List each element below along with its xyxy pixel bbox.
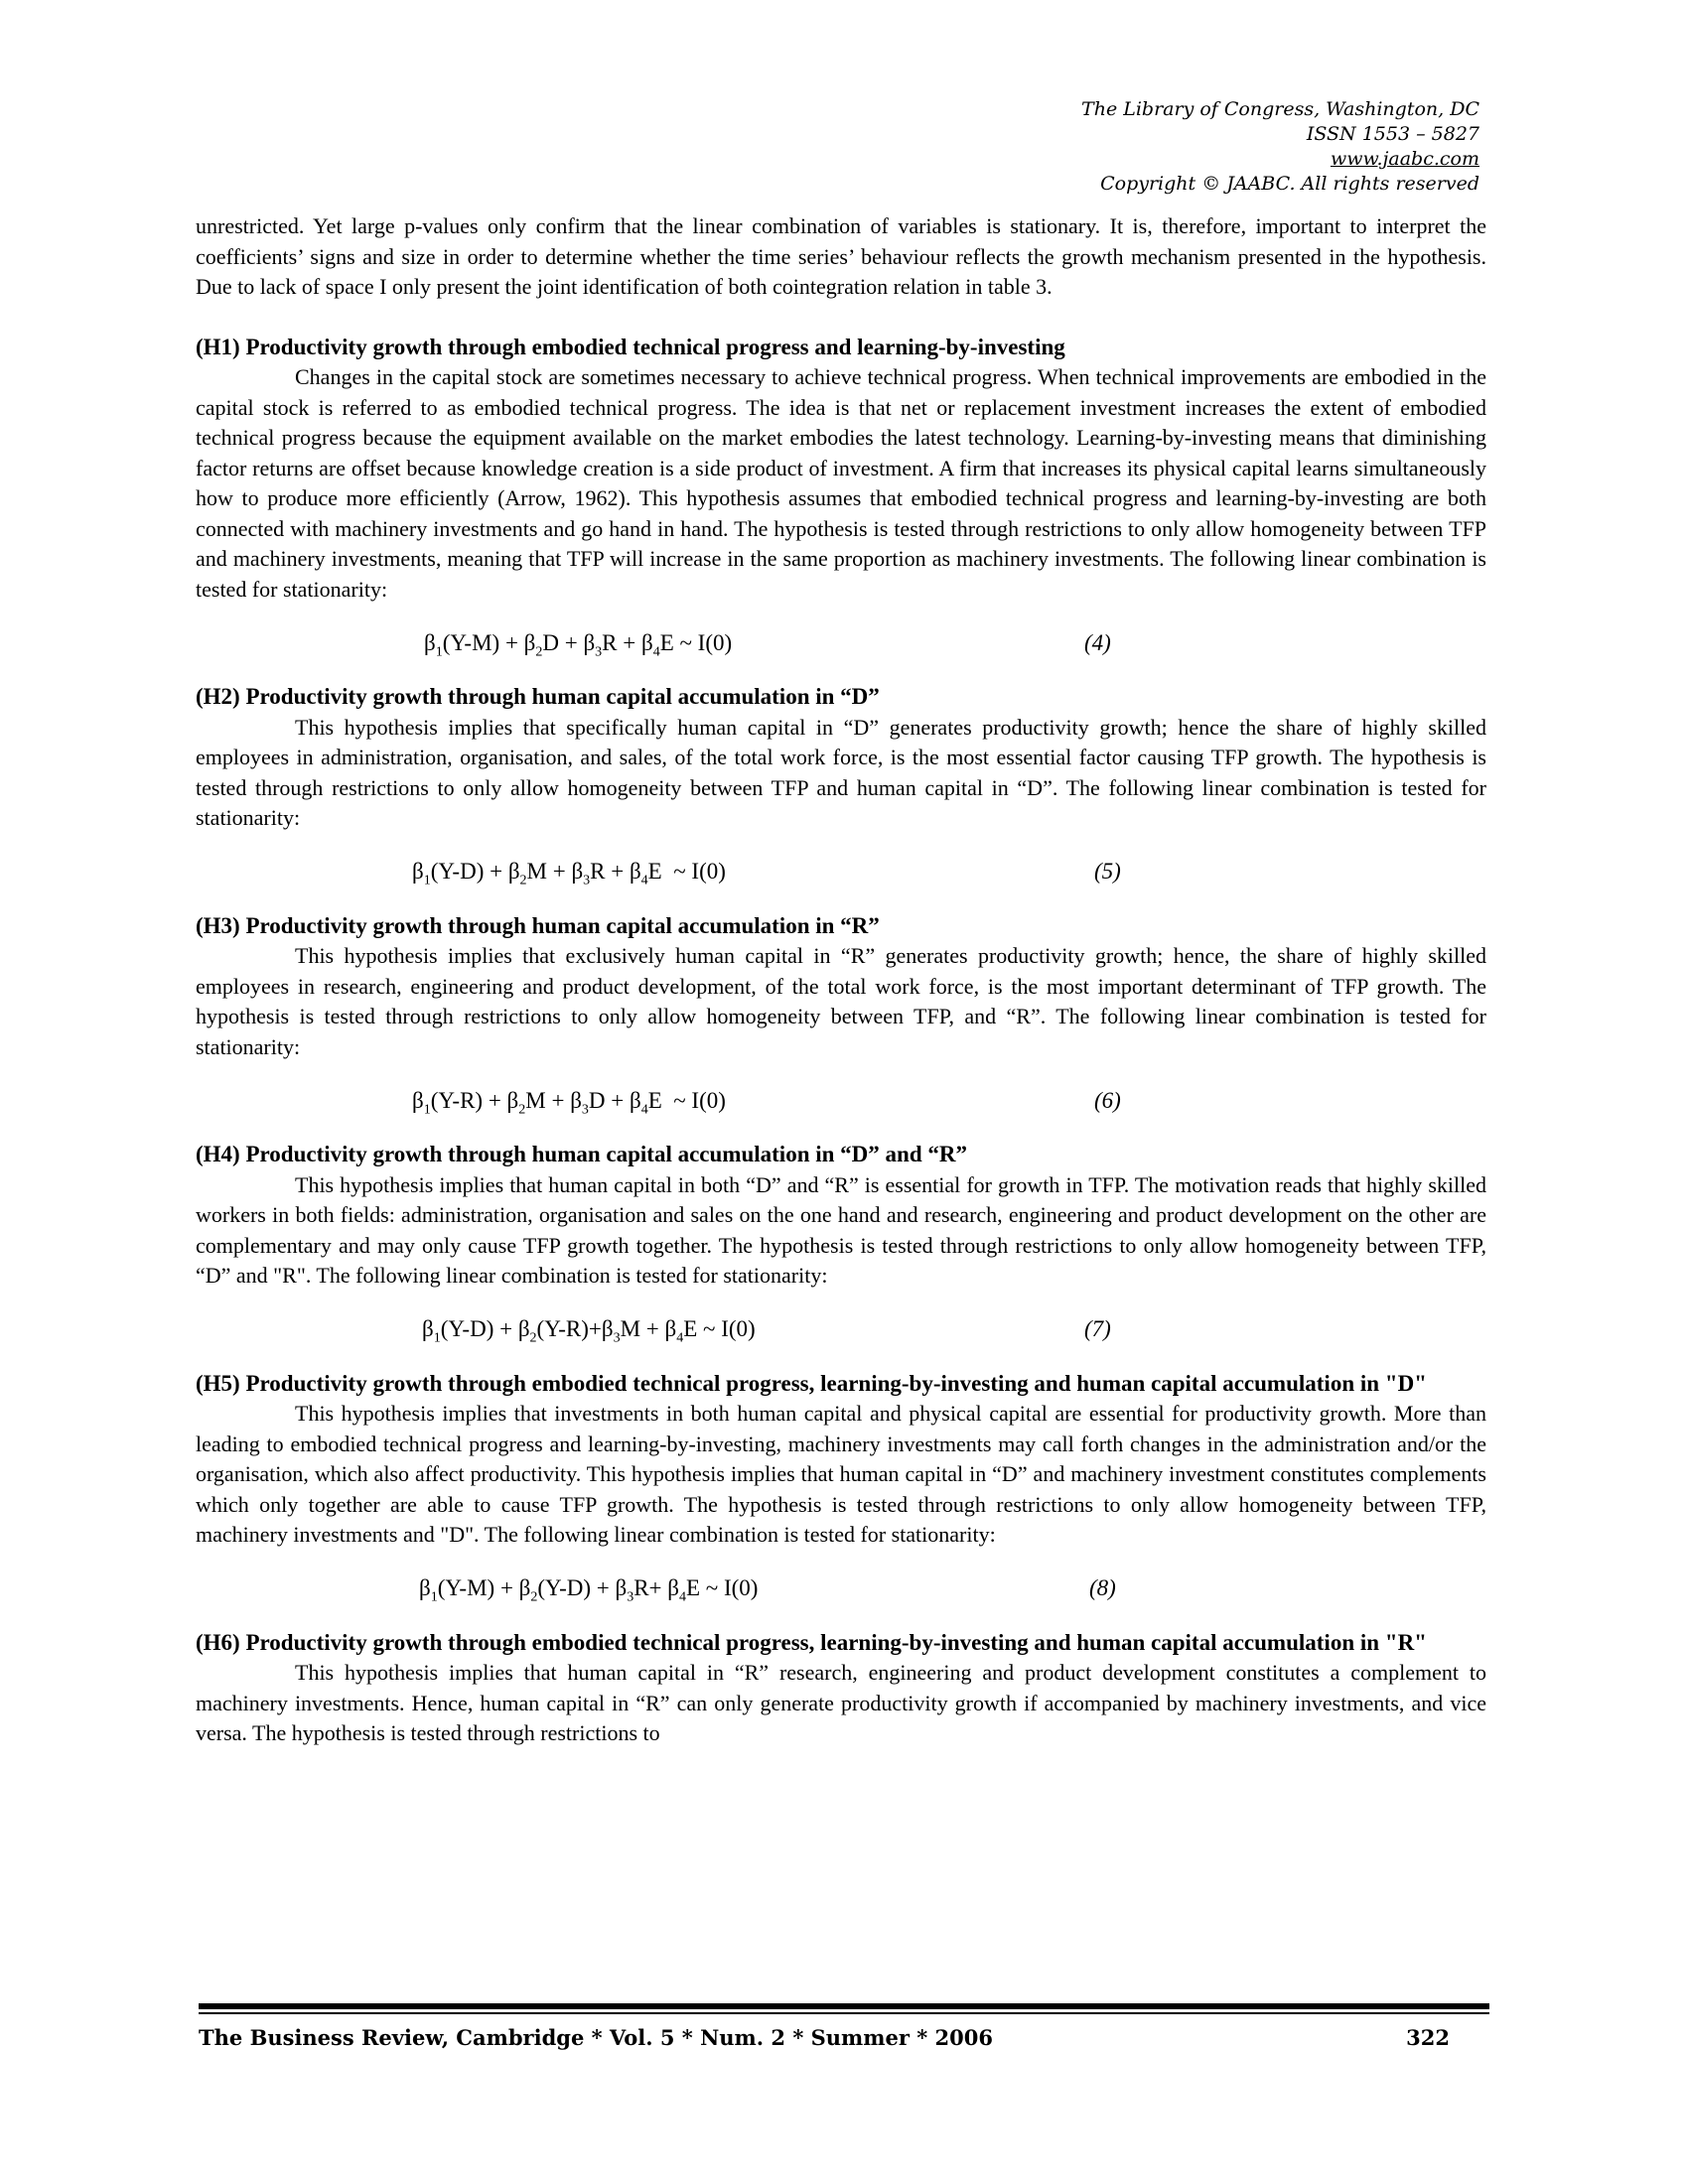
h2-paragraph: This hypothesis implies that specifically human capital in “D” generates productivity growth; hence the share of highly skilled employees in administration, organisation, and sales, of the total work force, is the most essential factor causing TFP growth. The hypothesis is tested through restrictions to only allow homogeneity between TFP and human capital in “D”. The following linear combination is tested for stationarity: (196, 714, 1486, 830)
page-number: 322 (1406, 2025, 1450, 2050)
equation-6-formula: $\beta_1(Y-R) + \beta_2M + \beta_3D + \beta_4E$ ~ I(0) (412, 1087, 726, 1118)
equation-4 (196, 628, 1486, 658)
header-issn: ISSN 1553 – 5827 (1306, 123, 1479, 145)
header-url-link[interactable]: www.jaabc.com (1330, 148, 1479, 170)
equation-8-formula: $\beta_1(Y-M) + \beta_2(Y-D) + \beta_3R+ \beta_4E$ ~ I(0) (419, 1575, 759, 1605)
h5-heading: (H5) Productivity growth through embodied technical progress, learning-by-investing and human capital accumulation in "D" (196, 1370, 1427, 1396)
equation-8 (196, 1574, 1486, 1604)
h6-paragraph: This hypothesis implies that human capital in “R” research, engineering and product development constitutes a complement to machinery investments. Hence, human capital in “R” can only generate productivity growth if accompanied by machinery investments, and vice versa. The hypothesis is tested through restrictions to (196, 1660, 1486, 1745)
running-header (884, 97, 1479, 197)
footer-rule (199, 2003, 1489, 2014)
h3-paragraph: This hypothesis implies that exclusively human capital in “R” generates productivity growth; hence, the share of highly skilled employees in research, engineering and product development, of the total work force, is the most important determinant of TFP growth. The hypothesis is tested through restrictions to only allow homogeneity between TFP, and “R”. The following linear combination is tested for stationarity: (196, 943, 1486, 1059)
header-copyright: Copyright © JAABC. All rights reserved (1100, 173, 1479, 195)
equation-5-formula: $\beta_1(Y-D) + \beta_2M + \beta_3R + \beta_4E$ ~ I(0) (412, 859, 726, 888)
h1-heading: (H1) Productivity growth through embodied technical progress and learning-by-investing (196, 334, 1065, 359)
h6-heading: (H6) Productivity growth through embodied technical progress, learning-by-investing and human capital accumulation in "R" (196, 1629, 1427, 1655)
h2-heading: (H2) Productivity growth through human capital accumulation in “D” (196, 684, 880, 709)
equation-7 (196, 1315, 1486, 1345)
h5-paragraph: This hypothesis implies that investments in both human capital and physical capital are essential for productivity growth. More than leading to embodied technical progress and learning-by-investing, machinery investments may call forth changes in the administration and/or the organisation, which also affect productivity. This hypothesis implies that human capital in “D” and machinery investment constitutes complements which only together are able to cause TFP growth. The hypothesis is tested through restrictions to only allow homogeneity between TFP, machinery investments and "D". The following linear combination is tested for stationarity: (196, 1401, 1486, 1547)
h3-heading: (H3) Productivity growth through human capital accumulation in “R” (196, 912, 880, 938)
h1-paragraph: Changes in the capital stock are sometimes necessary to achieve technical progress. When technical improvements are embodied in the capital stock is referred to as embodied technical progress. The idea is that net or replacement investment increases the extent of embodied technical progress because the equipment available on the market embodies the latest technology. Learning-by-investing means that diminishing factor returns are offset because knowledge creation is a side product of investment. A firm that increases its physical capital learns simultaneously how to produce more efficiently (Arrow, 1962). This hypothesis assumes that embodied technical progress and learning-by-investing are both connected with machinery investments and go hand in hand. The hypothesis is tested through restrictions to only allow homogeneity between TFP and machinery investments, meaning that TFP will increase in the same proportion as machinery investments. The following linear combination is tested for stationarity: (196, 364, 1486, 602)
footer-journal: The Business Review, Cambridge * Vol. 5 * Num. 2 * Summer * 2006 (199, 2025, 993, 2050)
intro-paragraph: unrestricted. Yet large p-values only confirm that the linear combination of variables is stationary. It is, therefore, important to interpret the coefficients’ signs and size in order to determine whether the time series’ behaviour reflects the growth mechanism presented in the hypothesis. Due to lack of space I only present the joint identification of both cointegration relation in table 3. (196, 213, 1486, 299)
equation-6-number: (6) (1094, 1087, 1121, 1113)
article-body (196, 211, 1486, 1749)
h4-heading: (H4) Productivity growth through human capital accumulation in “D” and “R” (196, 1142, 967, 1166)
equation-4-number: (4) (1084, 629, 1111, 655)
equation-7-formula: $\beta_1(Y-D) + \beta_2(Y-R)+\beta_3M + \beta_4E$ ~ I(0) (422, 1316, 756, 1346)
equation-5 (196, 858, 1486, 887)
equation-6 (196, 1086, 1486, 1116)
equation-4-formula: $\beta_1(Y-M) + \beta_2D + \beta_3R + \beta_4E$ ~ I(0) (424, 629, 733, 660)
equation-7-number: (7) (1084, 1316, 1111, 1342)
equation-5-number: (5) (1094, 859, 1121, 885)
equation-8-number: (8) (1089, 1575, 1116, 1601)
h4-paragraph: This hypothesis implies that human capital in both “D” and “R” is essential for growth in TFP. The motivation reads that highly skilled workers in both fields: administration, organisation and sales on the one hand and research, engineering and product development on the other are complementary and may only cause TFP growth together. The hypothesis is tested through restrictions to only allow homogeneity between TFP, “D” and "R". The following linear combination is tested for stationarity: (196, 1171, 1486, 1288)
header-library: The Library of Congress, Washington, DC (1081, 98, 1479, 120)
running-footer (199, 2025, 1450, 2050)
